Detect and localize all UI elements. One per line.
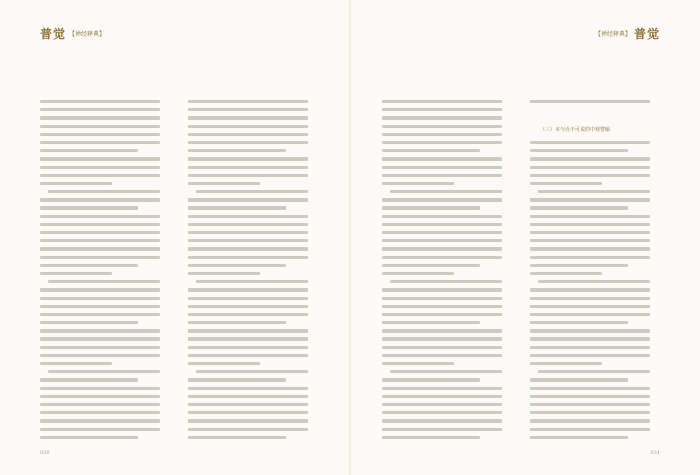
text-line — [196, 370, 308, 373]
text-line — [188, 354, 308, 357]
text-line — [188, 288, 308, 291]
text-line — [188, 116, 308, 119]
text-line — [530, 387, 650, 390]
left-folio: 030 — [40, 450, 50, 456]
text-line — [530, 346, 650, 349]
text-line — [188, 157, 308, 160]
text-line — [382, 354, 502, 357]
text-line — [382, 215, 502, 218]
text-line — [530, 272, 602, 275]
text-line — [530, 337, 650, 340]
text-line — [530, 256, 650, 259]
text-line — [538, 370, 650, 373]
right-folio: 031 — [650, 450, 660, 456]
text-line — [390, 190, 502, 193]
text-line — [188, 215, 308, 218]
paragraph-gap — [530, 116, 650, 119]
text-line — [188, 206, 286, 209]
text-line — [530, 239, 650, 242]
text-line — [40, 133, 160, 136]
text-line — [40, 436, 138, 439]
text-line — [382, 378, 480, 381]
text-line — [40, 100, 160, 103]
text-line — [530, 215, 650, 218]
text-line — [530, 313, 650, 316]
text-line — [382, 313, 502, 316]
text-line — [188, 239, 308, 242]
text-line — [40, 428, 160, 431]
text-line — [40, 272, 112, 275]
text-line — [382, 247, 502, 250]
text-line — [40, 247, 160, 250]
text-line — [40, 141, 160, 144]
text-line — [40, 288, 160, 291]
text-line — [382, 206, 480, 209]
text-line — [382, 272, 454, 275]
text-line — [48, 190, 160, 193]
text-line — [48, 280, 160, 283]
text-line — [530, 411, 650, 414]
text-line — [382, 141, 502, 144]
text-line — [530, 321, 628, 324]
text-line — [188, 182, 260, 185]
text-line — [382, 264, 480, 267]
text-line — [188, 362, 260, 365]
text-line — [40, 215, 160, 218]
text-line — [188, 346, 308, 349]
text-line — [188, 378, 286, 381]
text-line — [188, 411, 308, 414]
text-line — [40, 231, 160, 234]
text-line — [40, 387, 160, 390]
text-line — [188, 305, 308, 308]
text-line — [530, 247, 650, 250]
text-line — [382, 125, 502, 128]
text-line — [188, 337, 308, 340]
text-line — [382, 223, 502, 226]
text-line — [382, 231, 502, 234]
text-line — [40, 182, 112, 185]
text-line — [188, 272, 260, 275]
text-line — [196, 280, 308, 283]
text-line — [40, 166, 160, 169]
right-page — [350, 0, 700, 475]
text-line — [40, 125, 160, 128]
text-line — [40, 174, 160, 177]
text-line — [188, 100, 308, 103]
text-line — [530, 288, 650, 291]
text-line — [530, 182, 602, 185]
text-line — [530, 166, 650, 169]
text-line — [390, 370, 502, 373]
text-line — [530, 231, 650, 234]
text-line — [188, 174, 308, 177]
text-line — [530, 149, 628, 152]
text-line — [40, 239, 160, 242]
text-line — [530, 141, 650, 144]
right-brand: 普觉 — [633, 26, 660, 41]
text-line — [382, 337, 502, 340]
text-line — [382, 174, 502, 177]
text-line — [40, 378, 138, 381]
text-line — [188, 321, 286, 324]
text-line — [40, 116, 160, 119]
text-line — [188, 403, 308, 406]
text-line — [188, 436, 286, 439]
text-line — [40, 223, 160, 226]
text-line — [382, 305, 502, 308]
left-column-1 — [40, 100, 160, 450]
text-line — [382, 239, 502, 242]
right-column-2 — [530, 100, 650, 450]
text-line — [40, 411, 160, 414]
text-line — [188, 329, 308, 332]
text-line — [188, 419, 308, 422]
text-line — [530, 428, 650, 431]
text-line — [40, 149, 138, 152]
text-line — [382, 256, 502, 259]
text-line — [530, 329, 650, 332]
paragraph-gap — [530, 133, 650, 136]
text-line — [188, 387, 308, 390]
text-line — [530, 395, 650, 398]
text-line — [40, 329, 160, 332]
text-line — [530, 198, 650, 201]
text-line — [40, 256, 160, 259]
text-line — [538, 190, 650, 193]
text-line — [382, 419, 502, 422]
text-line — [382, 428, 502, 431]
text-line — [530, 223, 650, 226]
left-brand: 普觉 — [40, 26, 67, 41]
text-line — [538, 280, 650, 283]
text-line — [40, 354, 160, 357]
text-line — [382, 182, 454, 185]
right-column-1 — [382, 100, 502, 450]
text-line — [188, 108, 308, 111]
left-column-2 — [188, 100, 308, 450]
text-line — [188, 256, 308, 259]
text-line — [188, 428, 308, 431]
text-line — [40, 419, 160, 422]
text-line — [382, 149, 480, 152]
text-line — [382, 133, 502, 136]
left-header — [40, 26, 105, 40]
text-line — [530, 305, 650, 308]
left-section-title: 【禅经释典】 — [69, 30, 106, 38]
text-line — [530, 100, 650, 103]
text-line — [40, 108, 160, 111]
text-line — [188, 297, 308, 300]
text-line — [40, 395, 160, 398]
text-line — [382, 436, 480, 439]
text-line — [40, 313, 160, 316]
text-line — [530, 362, 602, 365]
text-line — [382, 100, 502, 103]
text-line — [188, 166, 308, 169]
text-line — [188, 223, 308, 226]
right-section-title: 【禅经释典】 — [594, 30, 631, 38]
text-line — [188, 395, 308, 398]
text-line — [188, 133, 308, 136]
text-line — [382, 157, 502, 160]
text-line — [530, 378, 628, 381]
text-line — [188, 313, 308, 316]
text-line — [382, 108, 502, 111]
text-line — [530, 403, 650, 406]
text-line — [40, 362, 112, 365]
text-line — [382, 403, 502, 406]
text-line — [530, 206, 628, 209]
text-line — [530, 436, 628, 439]
text-line — [382, 116, 502, 119]
text-line — [382, 387, 502, 390]
text-line — [40, 321, 138, 324]
text-line — [40, 157, 160, 160]
text-line — [188, 141, 308, 144]
text-line — [188, 198, 308, 201]
text-line — [188, 247, 308, 250]
text-line — [40, 403, 160, 406]
text-line — [382, 198, 502, 201]
right-header — [595, 26, 660, 40]
text-line — [382, 329, 502, 332]
text-line — [40, 297, 160, 300]
text-line — [382, 346, 502, 349]
text-line — [40, 346, 160, 349]
text-line — [382, 395, 502, 398]
text-line — [196, 190, 308, 193]
text-line — [382, 166, 502, 169]
text-line — [382, 297, 502, 300]
text-line — [382, 288, 502, 291]
text-line — [390, 280, 502, 283]
text-line — [40, 337, 160, 340]
text-line — [530, 157, 650, 160]
text-line — [530, 419, 650, 422]
text-line — [188, 231, 308, 234]
text-line — [48, 370, 160, 373]
text-line — [382, 362, 454, 365]
text-line — [40, 264, 138, 267]
text-line — [530, 174, 650, 177]
text-line — [530, 354, 650, 357]
text-line — [188, 125, 308, 128]
text-line — [40, 198, 160, 201]
text-line — [530, 264, 628, 267]
right-subheading: （三）本与诠不可说的中观譬喻 — [540, 127, 611, 133]
text-line — [382, 411, 502, 414]
paragraph-gap — [530, 108, 650, 111]
text-line — [188, 149, 286, 152]
text-line — [188, 264, 286, 267]
text-line — [382, 321, 480, 324]
text-line — [40, 206, 138, 209]
text-line — [40, 305, 160, 308]
text-line — [530, 297, 650, 300]
